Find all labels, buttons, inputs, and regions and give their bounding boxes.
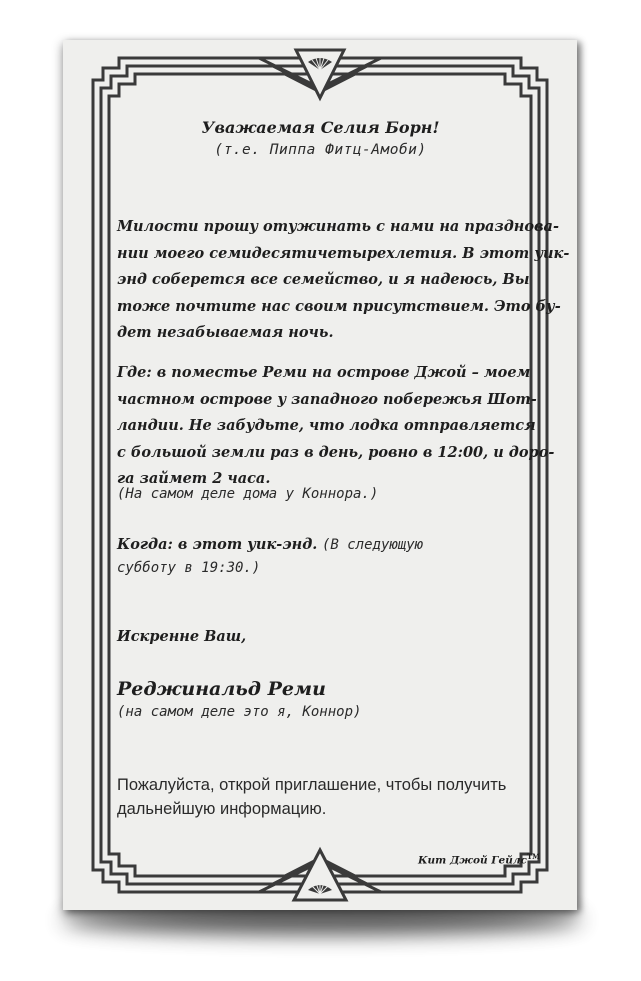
footer-line-1: Пожалуйста, открой приглашение, чтобы получить [117, 776, 507, 794]
body-line: Милости прошу отужинать с нами на праздновa- [117, 218, 559, 235]
where-section [117, 360, 555, 493]
where-line: с большой земли раз в день, ровно в 12:00, и доро- [117, 443, 555, 461]
when-section [117, 536, 423, 553]
where-line: частном острове у западного побережья Шот- [117, 390, 537, 408]
body-line: тоже почтите нас своим присутствием. Это бу- [117, 297, 561, 315]
greeting-title: Уважаемая Селия Борн! [201, 118, 440, 137]
greeting-note: (т.е. Пиппа Фитц-Амоби) [214, 142, 427, 158]
footer-line-2: дальнейшую информацию. [117, 800, 327, 818]
body-line: нии моего семидесятичетырехлетия. В этот уик- [117, 244, 570, 262]
invitation-body [117, 214, 570, 347]
brand-mark: TM [526, 852, 540, 861]
where-note: (На самом деле дома у Коннора.) [117, 486, 379, 502]
where-line: га займет 2 часа. [117, 470, 271, 487]
where-line: Где: в поместье Реми на острове Джой – моем [117, 364, 531, 381]
body-line: дет незабываемая ночь. [117, 324, 334, 341]
closing-text: Искренне Ваш, [117, 628, 247, 645]
signature-note: (на самом деле это я, Коннор) [117, 704, 362, 720]
when-note-2: субботу в 19:30.) [117, 560, 261, 576]
when-note-1: (В следующую [321, 537, 424, 553]
signature: Реджинальд Реми [117, 678, 326, 700]
brand-logo [418, 852, 540, 867]
body-line: энд соберется все семейство, и я надеюсь, Вы [117, 271, 530, 288]
brand-name: Кит Джой Гейлс [418, 854, 527, 867]
when-label: Когда: в этот уик-энд. [117, 536, 318, 553]
where-line: ландии. Не забудьте, что лодка отправляется [117, 417, 536, 434]
